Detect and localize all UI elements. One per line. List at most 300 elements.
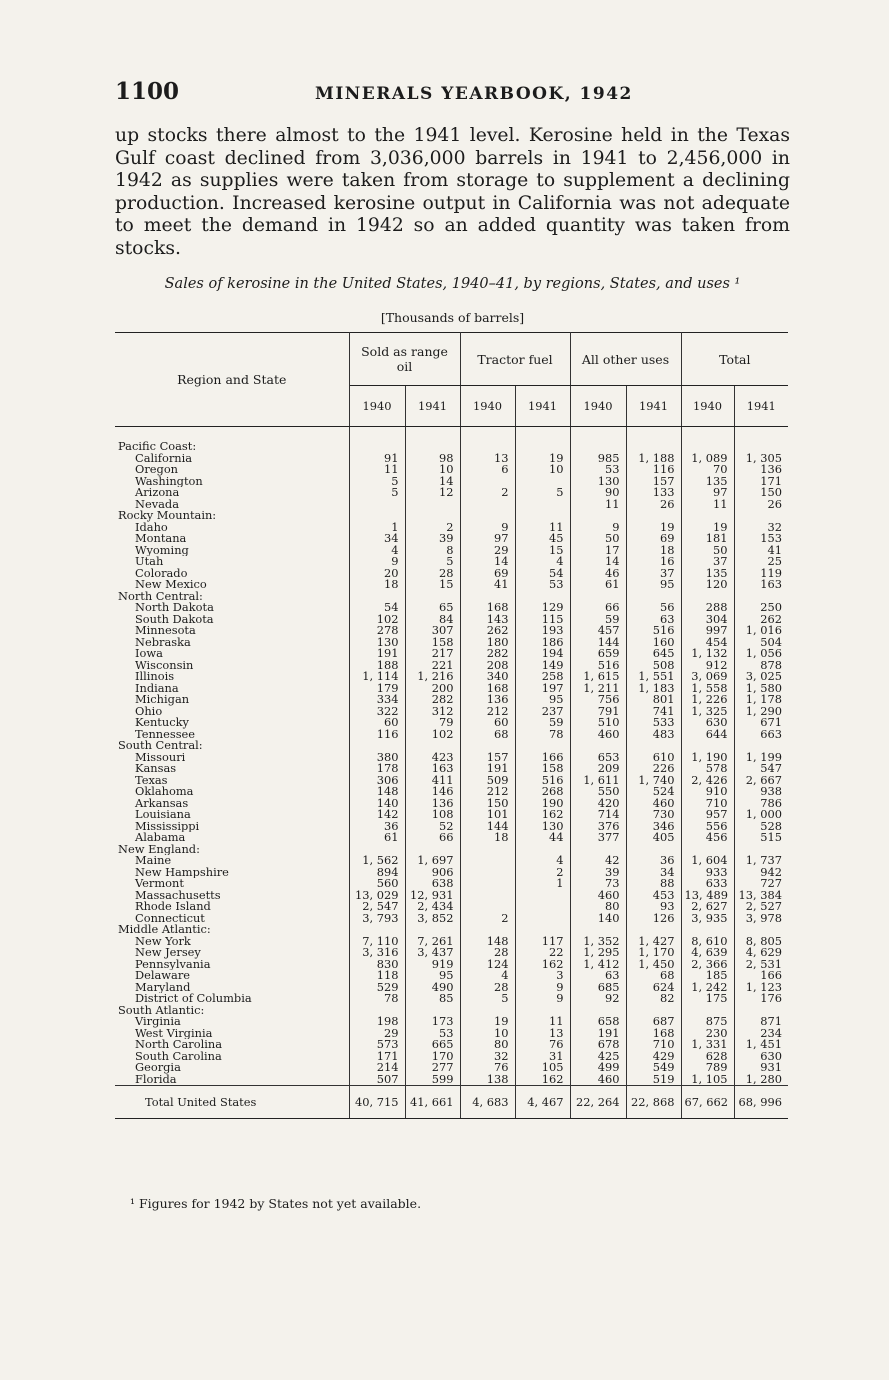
value-cell: 197	[515, 683, 570, 695]
value-cell: 2, 434	[405, 901, 460, 913]
value-cell: 88	[626, 878, 681, 890]
value-cell: 262	[460, 625, 515, 637]
value-cell: 1, 615	[570, 671, 626, 683]
state-label: Louisiana	[115, 809, 349, 821]
region-row	[115, 441, 788, 453]
value-cell: 188	[349, 660, 405, 672]
page-number: 1100	[115, 78, 180, 105]
table-row	[115, 729, 788, 741]
value-cell: 727	[760, 878, 783, 890]
value-cell: 97	[681, 487, 734, 499]
value-cell: 158	[405, 637, 460, 649]
value-cell: 710	[681, 798, 734, 810]
spacer-cell	[626, 427, 681, 442]
value-cell: 2, 426	[681, 775, 734, 787]
value-cell	[626, 441, 681, 453]
value-cell: 1, 604	[681, 855, 734, 867]
value-cell: 92	[570, 993, 626, 1005]
table-units: [Thousands of barrels]	[380, 310, 525, 325]
value-cell: 13	[460, 453, 515, 465]
value-cell: 460	[570, 890, 626, 902]
value-cell: 153	[760, 533, 783, 545]
value-cell: 158	[515, 763, 570, 775]
value-cell: 73	[570, 878, 626, 890]
value-cell: 32	[460, 1051, 515, 1063]
value-cell: 528	[760, 820, 783, 832]
value-cell: 1, 132	[681, 648, 734, 660]
value-cell: 28	[460, 947, 515, 959]
value-cell: 136	[760, 464, 783, 476]
value-cell: 4, 629	[745, 947, 783, 959]
table-row	[115, 1074, 788, 1086]
value-cell: 801	[626, 694, 681, 706]
value-cell: 162	[515, 1074, 570, 1086]
table-row	[115, 993, 788, 1005]
state-label: Rhode Island	[115, 901, 349, 913]
value-cell: 1, 016	[745, 625, 783, 637]
value-cell: 638	[405, 878, 460, 890]
value-cell: 1, 740	[626, 775, 681, 787]
value-cell: 830	[349, 959, 405, 971]
value-cell: 28	[405, 568, 460, 580]
value-cell: 234	[760, 1027, 783, 1039]
state-label: Pennsylvania	[115, 959, 349, 971]
value-cell	[626, 510, 681, 522]
value-cell: 53	[405, 1028, 460, 1040]
value-cell: 162	[515, 809, 570, 821]
value-cell: 1, 056	[745, 648, 783, 660]
value-cell: 166	[760, 970, 783, 982]
table-row	[115, 476, 788, 488]
group-header: All other uses	[570, 333, 681, 386]
value-cell: 2, 667	[745, 774, 783, 786]
value-cell: 685	[570, 982, 626, 994]
spacer-cell	[405, 427, 460, 442]
spacer-cell	[115, 427, 349, 442]
value-cell	[681, 591, 734, 603]
value-cell: 7, 261	[405, 936, 460, 948]
value-cell: 312	[405, 706, 460, 718]
value-cell: 136	[460, 694, 515, 706]
region-row	[115, 924, 788, 936]
value-cell: 28	[460, 982, 515, 994]
value-cell	[734, 1005, 788, 1017]
value-cell: 560	[349, 878, 405, 890]
value-cell: 157	[626, 476, 681, 488]
value-cell	[734, 924, 788, 936]
value-cell	[681, 844, 734, 856]
state-label: Alabama	[115, 832, 349, 844]
value-cell: 173	[405, 1016, 460, 1028]
value-cell: 3, 025	[745, 671, 783, 683]
value-cell: 78	[515, 729, 570, 741]
value-cell: 41	[460, 579, 515, 591]
value-cell: 19	[460, 1016, 515, 1028]
value-cell: 912	[681, 660, 734, 672]
value-cell: 1, 290	[745, 705, 783, 717]
value-cell: 18	[460, 832, 515, 844]
total-value-cell: 22, 264	[570, 1086, 626, 1119]
value-cell: 120	[681, 579, 734, 591]
value-cell: 653	[570, 752, 626, 764]
value-cell: 37	[681, 556, 734, 568]
value-cell: 19	[681, 522, 734, 534]
value-cell: 97	[460, 533, 515, 545]
value-cell	[515, 476, 570, 488]
value-cell	[570, 510, 626, 522]
kerosine-sales-table	[115, 332, 788, 1119]
value-cell: 54	[515, 568, 570, 580]
value-cell	[349, 591, 405, 603]
value-cell: 3, 852	[405, 913, 460, 925]
value-cell: 11	[570, 499, 626, 511]
value-cell: 59	[515, 717, 570, 729]
value-cell: 1, 427	[626, 936, 681, 948]
state-label: New York	[115, 936, 349, 948]
value-cell: 741	[626, 706, 681, 718]
state-label: New Hampshire	[115, 867, 349, 879]
table-row	[115, 602, 788, 614]
value-cell: 1, 199	[745, 751, 783, 763]
value-cell: 118	[349, 970, 405, 982]
value-cell: 599	[405, 1074, 460, 1086]
total-value-cell: 22, 868	[626, 1086, 681, 1119]
value-cell	[405, 499, 460, 511]
value-cell: 126	[626, 913, 681, 925]
value-cell: 135	[681, 568, 734, 580]
state-label: Connecticut	[115, 913, 349, 925]
value-cell: 157	[460, 752, 515, 764]
value-cell: 645	[626, 648, 681, 660]
value-cell: 102	[405, 729, 460, 741]
page-header	[115, 78, 795, 108]
value-cell: 42	[570, 855, 626, 867]
value-cell: 2, 547	[349, 901, 405, 913]
value-cell: 346	[626, 821, 681, 833]
value-cell: 20	[349, 568, 405, 580]
value-cell: 985	[570, 453, 626, 465]
group-header: Total	[681, 333, 788, 386]
value-cell	[570, 591, 626, 603]
value-cell: 65	[405, 602, 460, 614]
region-row	[115, 591, 788, 603]
table-row	[115, 487, 788, 499]
value-cell: 509	[460, 775, 515, 787]
state-label: Texas	[115, 775, 349, 787]
value-cell: 95	[405, 970, 460, 982]
value-cell: 457	[570, 625, 626, 637]
value-cell: 136	[405, 798, 460, 810]
table-row	[115, 625, 788, 637]
value-cell: 116	[626, 464, 681, 476]
value-cell: 37	[626, 568, 681, 580]
value-cell: 221	[405, 660, 460, 672]
value-cell	[460, 844, 515, 856]
year-header: 1941	[405, 386, 460, 427]
value-cell: 377	[570, 832, 626, 844]
value-cell	[515, 441, 570, 453]
value-cell: 148	[460, 936, 515, 948]
value-cell: 179	[349, 683, 405, 695]
state-label: Delaware	[115, 970, 349, 982]
table-row	[115, 901, 788, 913]
value-cell: 919	[405, 959, 460, 971]
spacer-cell	[570, 427, 626, 442]
value-cell: 644	[681, 729, 734, 741]
value-cell: 26	[626, 499, 681, 511]
footnote: ¹ Figures for 1942 by States not yet available.	[130, 1196, 422, 1211]
state-label: Indiana	[115, 683, 349, 695]
value-cell: 529	[349, 982, 405, 994]
value-cell: 50	[570, 533, 626, 545]
value-cell: 130	[515, 821, 570, 833]
value-cell: 1, 562	[349, 855, 405, 867]
value-cell: 70	[681, 464, 734, 476]
table-row	[115, 579, 788, 591]
value-cell: 3, 069	[681, 671, 734, 683]
value-cell: 105	[515, 1062, 570, 1074]
value-cell: 282	[405, 694, 460, 706]
table-row	[115, 913, 788, 925]
value-cell: 456	[681, 832, 734, 844]
value-cell: 11	[515, 1016, 570, 1028]
value-cell: 710	[626, 1039, 681, 1051]
value-cell: 549	[626, 1062, 681, 1074]
value-cell: 2	[515, 867, 570, 879]
value-cell	[349, 1005, 405, 1017]
value-cell: 12, 931	[405, 890, 460, 902]
value-cell	[626, 591, 681, 603]
value-cell: 178	[349, 763, 405, 775]
value-cell: 460	[626, 798, 681, 810]
value-cell: 98	[405, 453, 460, 465]
value-cell: 304	[681, 614, 734, 626]
value-cell	[349, 740, 405, 752]
value-cell: 29	[349, 1028, 405, 1040]
value-cell: 420	[570, 798, 626, 810]
value-cell: 547	[760, 763, 783, 775]
value-cell: 130	[349, 637, 405, 649]
value-cell: 1, 325	[681, 706, 734, 718]
value-cell	[626, 844, 681, 856]
value-cell: 166	[515, 752, 570, 764]
value-cell: 508	[626, 660, 681, 672]
value-cell: 142	[349, 809, 405, 821]
value-cell: 610	[626, 752, 681, 764]
value-cell: 171	[349, 1051, 405, 1063]
value-cell: 76	[460, 1062, 515, 1074]
value-cell: 1, 089	[681, 453, 734, 465]
value-cell: 630	[760, 1050, 783, 1062]
value-cell: 68	[626, 970, 681, 982]
state-label: Oklahoma	[115, 786, 349, 798]
value-cell: 3, 316	[349, 947, 405, 959]
value-cell: 268	[515, 786, 570, 798]
value-cell: 198	[349, 1016, 405, 1028]
value-cell: 191	[349, 648, 405, 660]
value-cell: 1, 295	[570, 947, 626, 959]
spacer-cell	[734, 427, 788, 442]
value-cell	[349, 844, 405, 856]
value-cell	[734, 740, 788, 752]
value-cell: 144	[570, 637, 626, 649]
value-cell: 95	[515, 694, 570, 706]
value-cell: 41	[767, 544, 783, 556]
table-row	[115, 786, 788, 798]
value-cell: 1, 188	[626, 453, 681, 465]
value-cell: 3	[515, 970, 570, 982]
value-cell	[405, 591, 460, 603]
value-cell	[681, 441, 734, 453]
value-cell	[405, 924, 460, 936]
value-cell: 2	[405, 522, 460, 534]
value-cell: 69	[626, 533, 681, 545]
value-cell: 1, 352	[570, 936, 626, 948]
total-label: Total United States	[115, 1086, 349, 1119]
value-cell: 5	[405, 556, 460, 568]
state-label: Missouri	[115, 752, 349, 764]
value-cell: 730	[626, 809, 681, 821]
total-value-cell: 67, 662	[681, 1086, 734, 1119]
value-cell: 376	[570, 821, 626, 833]
value-cell: 791	[570, 706, 626, 718]
value-cell: 1, 123	[745, 981, 783, 993]
value-cell: 957	[681, 809, 734, 821]
state-label: Wisconsin	[115, 660, 349, 672]
value-cell: 95	[626, 579, 681, 591]
value-cell: 53	[570, 464, 626, 476]
state-label: Maryland	[115, 982, 349, 994]
table-row	[115, 763, 788, 775]
total-value-cell: 40, 715	[349, 1086, 405, 1119]
state-label: Arizona	[115, 487, 349, 499]
value-cell: 550	[570, 786, 626, 798]
value-cell: 1, 216	[405, 671, 460, 683]
table-row	[115, 637, 788, 649]
value-cell: 13, 384	[738, 889, 783, 901]
value-cell: 894	[349, 867, 405, 879]
value-cell: 282	[460, 648, 515, 660]
value-cell: 217	[405, 648, 460, 660]
state-label: South Carolina	[115, 1051, 349, 1063]
state-label: Arkansas	[115, 798, 349, 810]
value-cell: 10	[460, 1028, 515, 1040]
value-cell: 108	[405, 809, 460, 821]
value-cell: 910	[681, 786, 734, 798]
year-header: 1940	[570, 386, 626, 427]
value-cell: 16	[626, 556, 681, 568]
value-cell: 29	[460, 545, 515, 557]
group-header: Tractor fuel	[460, 333, 570, 386]
value-cell: 1, 190	[681, 752, 734, 764]
value-cell: 50	[681, 545, 734, 557]
table-row	[115, 775, 788, 787]
value-cell: 1, 105	[681, 1074, 734, 1086]
table-row	[115, 832, 788, 844]
value-cell: 1, 551	[626, 671, 681, 683]
table-row	[115, 453, 788, 465]
value-cell: 191	[570, 1028, 626, 1040]
spacer-cell	[681, 427, 734, 442]
value-cell: 507	[349, 1074, 405, 1086]
value-cell: 1	[349, 522, 405, 534]
table-row	[115, 522, 788, 534]
value-cell: 516	[515, 775, 570, 787]
value-cell	[460, 1005, 515, 1017]
state-label: Maine	[115, 855, 349, 867]
spacer-cell	[349, 427, 405, 442]
value-cell: 5	[349, 487, 405, 499]
value-cell: 171	[760, 475, 783, 487]
value-cell: 32	[767, 521, 783, 533]
region-row	[115, 740, 788, 752]
value-cell: 4	[515, 556, 570, 568]
value-cell: 4	[515, 855, 570, 867]
year-header: 1941	[734, 386, 788, 427]
value-cell: 39	[405, 533, 460, 545]
state-label: Vermont	[115, 878, 349, 890]
value-cell: 556	[681, 821, 734, 833]
region-label: Rocky Mountain:	[115, 510, 349, 522]
value-cell: 1, 737	[745, 855, 783, 867]
value-cell: 149	[515, 660, 570, 672]
state-label: California	[115, 453, 349, 465]
value-cell: 871	[760, 1016, 783, 1028]
value-cell: 878	[760, 659, 783, 671]
total-value-cell: 68, 996	[734, 1086, 788, 1119]
value-cell: 15	[515, 545, 570, 557]
value-cell: 2, 527	[745, 901, 783, 913]
table-row	[115, 671, 788, 683]
value-cell: 997	[681, 625, 734, 637]
value-cell: 160	[626, 637, 681, 649]
value-cell: 209	[570, 763, 626, 775]
value-cell	[460, 740, 515, 752]
value-cell	[734, 441, 788, 453]
value-cell: 515	[760, 832, 783, 844]
table-row	[115, 1028, 788, 1040]
state-label: Georgia	[115, 1062, 349, 1074]
value-cell	[349, 499, 405, 511]
value-cell	[460, 901, 515, 913]
value-cell: 1, 000	[745, 809, 783, 821]
state-label: District of Columbia	[115, 993, 349, 1005]
table-row	[115, 614, 788, 626]
region-label: South Atlantic:	[115, 1005, 349, 1017]
spacer-cell	[460, 427, 515, 442]
state-label: Nevada	[115, 499, 349, 511]
value-cell	[681, 1005, 734, 1017]
value-cell	[734, 844, 788, 856]
value-cell: 425	[570, 1051, 626, 1063]
state-label: Idaho	[115, 522, 349, 534]
value-cell: 143	[460, 614, 515, 626]
value-cell: 671	[760, 717, 783, 729]
value-cell	[405, 1005, 460, 1017]
state-label: Virginia	[115, 1016, 349, 1028]
value-cell: 1, 305	[745, 452, 783, 464]
value-cell	[626, 924, 681, 936]
value-cell: 288	[681, 602, 734, 614]
value-cell: 168	[460, 683, 515, 695]
value-cell: 168	[460, 602, 515, 614]
value-cell: 237	[515, 706, 570, 718]
value-cell	[405, 844, 460, 856]
table-row	[115, 533, 788, 545]
value-cell	[734, 510, 788, 522]
value-cell	[570, 441, 626, 453]
value-cell: 278	[349, 625, 405, 637]
